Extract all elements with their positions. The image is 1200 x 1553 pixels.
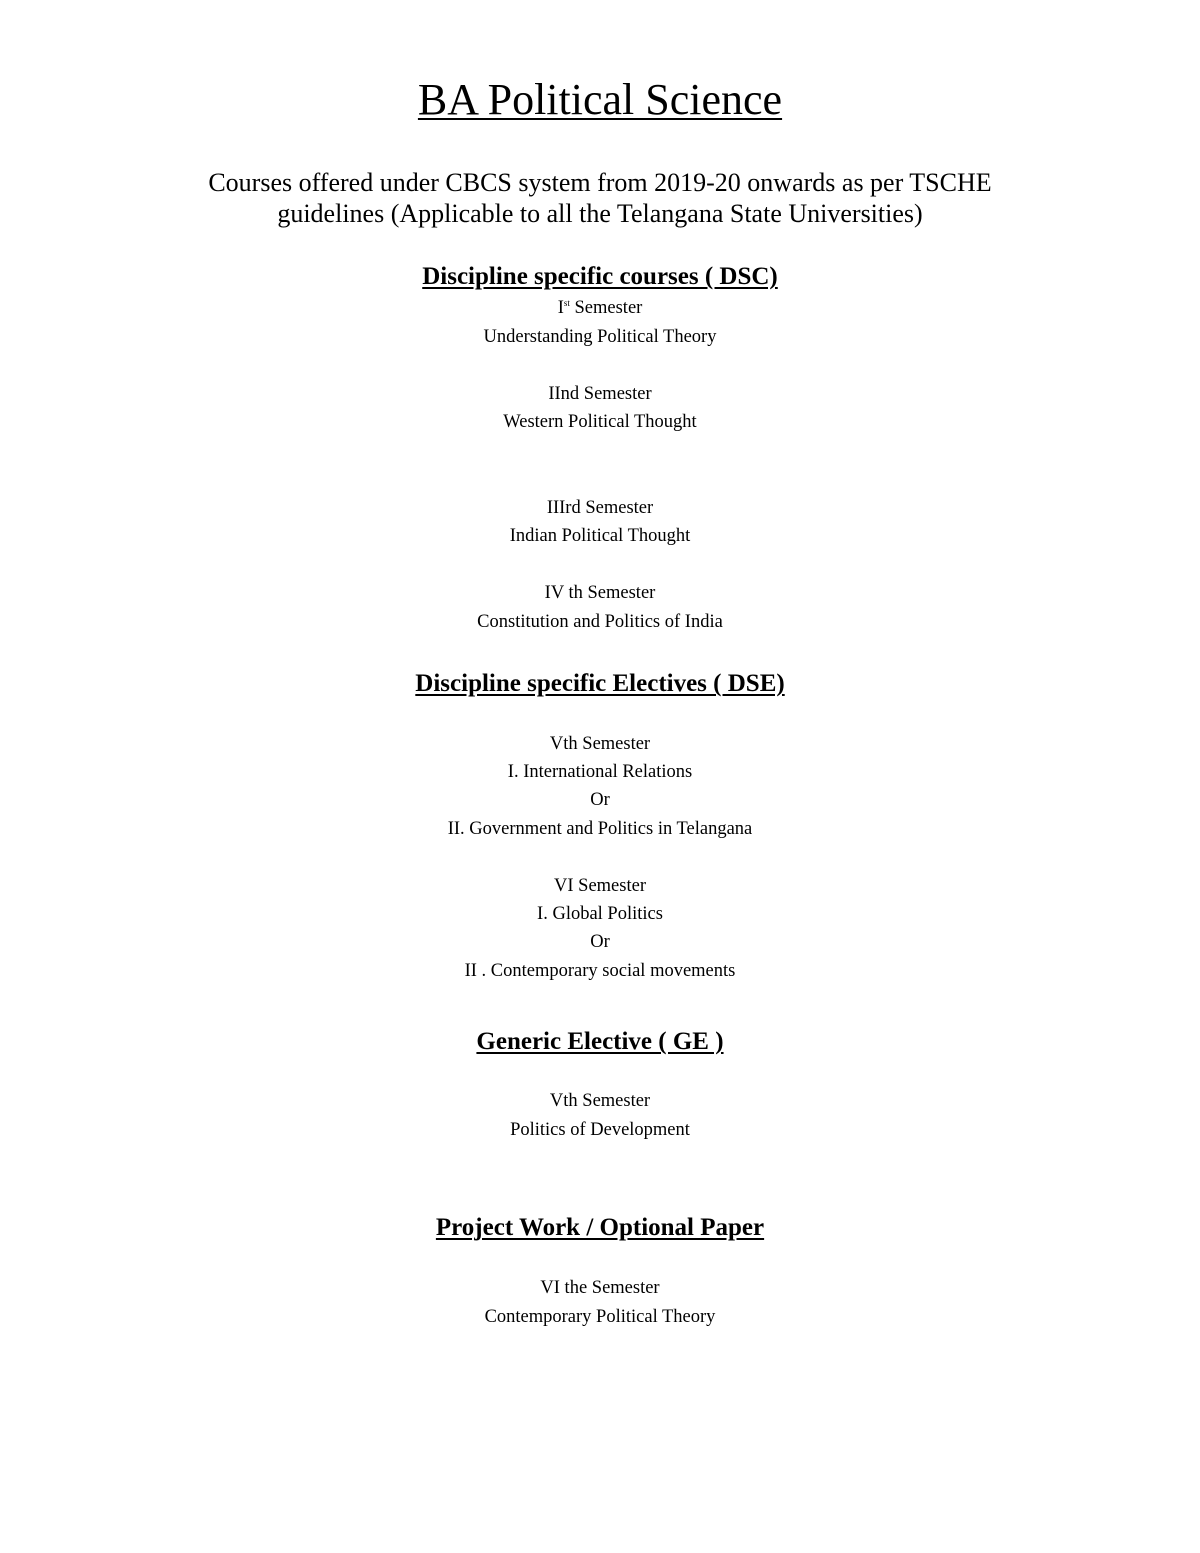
ge-sem-label: Vth Semester [549,1091,651,1111]
dse-sem5-option-2: II. Government and Politics in Telangana [447,819,753,839]
dsc-sem4-course: Constitution and Politics of India [477,612,723,632]
project-sem-label: VI the Semester [540,1278,660,1298]
dsc-sem2-label: IInd Semester [548,384,652,404]
dse-sem5-label: Vth Semester [549,734,651,754]
subtitle-line-2: guidelines (Applicable to all the Telangana State Universities) [277,199,923,228]
dsc-sem1-prefix: I [557,298,564,318]
dsc-sem1-course: Understanding Political Theory [483,327,717,347]
dsc-sem3-course: Indian Political Thought [509,526,691,546]
project-course: Contemporary Political Theory [484,1307,716,1327]
subtitle-line-1: Courses offered under CBCS system from 2019-20 onwards as per TSCHE [208,168,992,197]
dse-sem6-or: Or [590,932,610,952]
page-title: BA Political Science [417,75,783,124]
dsc-sem3-label: IIIrd Semester [546,498,654,518]
dse-sem5-option-1: I. International Relations [507,762,693,782]
dsc-sem4-label: IV th Semester [544,583,656,603]
ge-course: Politics of Development [510,1120,690,1140]
dsc-heading: Discipline specific courses ( DSC) [422,263,778,290]
dse-sem6-option-2: II . Contemporary social movements [464,961,736,981]
dsc-sem2-course: Western Political Thought [503,412,697,432]
dse-heading: Discipline specific Electives ( DSE) [415,670,785,697]
project-heading: Project Work / Optional Paper [435,1214,765,1241]
dsc-sem1-label [0,299,1200,318]
dse-sem5-or: Or [590,790,610,810]
dse-sem6-option-1: I. Global Politics [537,904,663,924]
dsc-sem1-sup: st [563,298,570,308]
ge-heading: Generic Elective ( GE ) [476,1028,724,1055]
dsc-sem1-suffix: Semester [569,298,643,318]
dse-sem6-label: VI Semester [554,876,646,896]
